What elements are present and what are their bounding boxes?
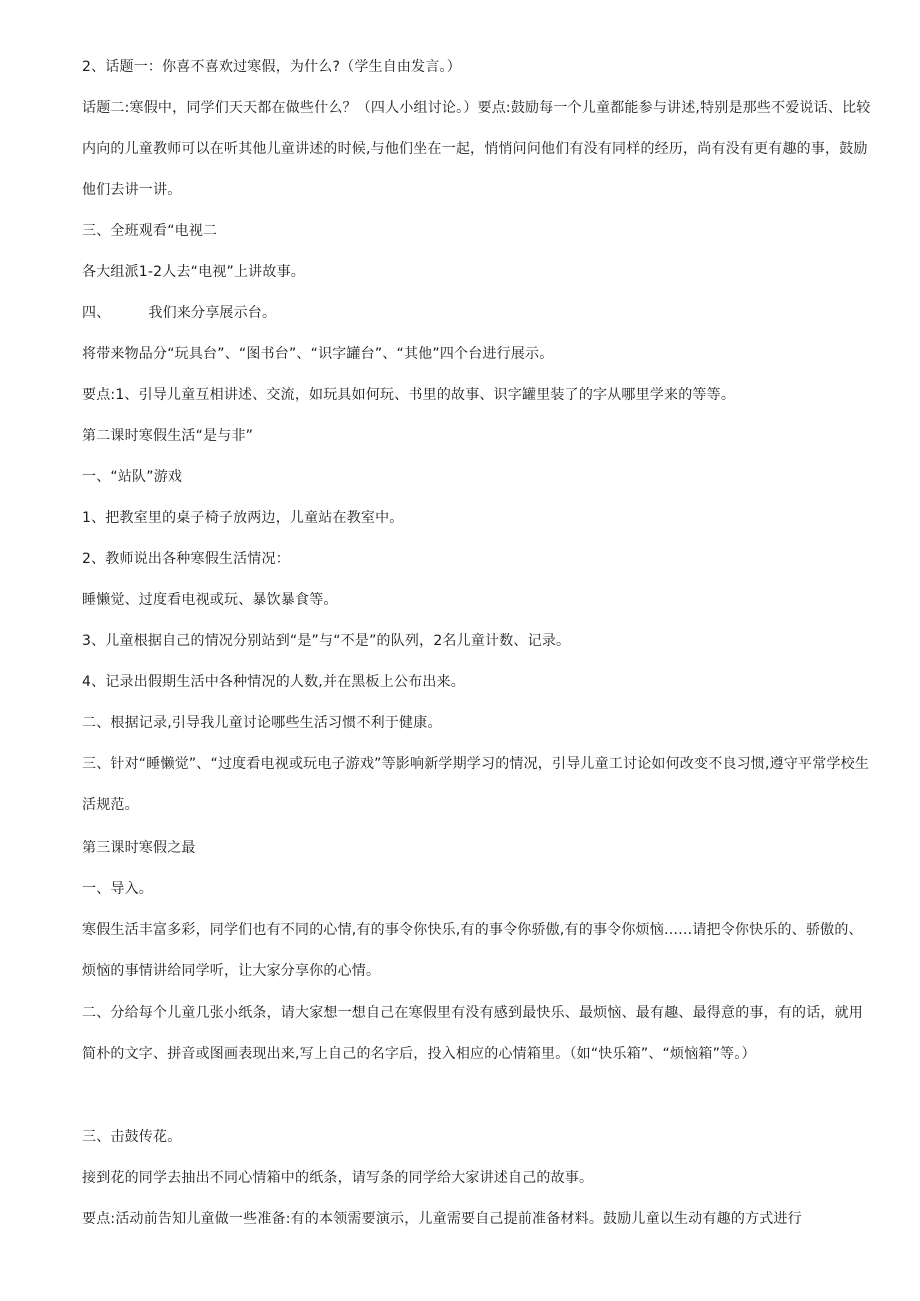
paragraph-text: 话题二:寒假中，同学们天天都在做些什么？（四人小组讨论。）要点:鼓励每一个儿童都能参与讲述,特别是那些不爱说话、比较内向的儿童教师可以在听其他儿童讲述的时候,与他们坐在一起，悄悄问问他们有没有同样的经历，尚有没有更有趣的事，鼓励他们去讲一讲。 [82, 100, 871, 198]
paragraph-text: 二、根据记录,引导我儿童讨论哪些生活习惯不利于健康。 [82, 715, 442, 731]
paragraph-situations [82, 580, 872, 621]
paragraph-topic-one [82, 47, 872, 88]
paragraph-groups-tell [82, 252, 872, 293]
paragraph-step-3 [82, 621, 872, 662]
paragraph-paper-slips [82, 993, 872, 1075]
paragraph-text: 2、话题一：你喜不喜欢过寒假，为什么?（学生自由发言。） [82, 59, 461, 75]
paragraph-change-habits [82, 744, 872, 826]
paragraph-topic-two [82, 88, 872, 211]
paragraph-draw-slips [82, 1158, 872, 1199]
heading-pass-flower [82, 1117, 872, 1158]
paragraph-text: 4、记录出假期生活中各种情况的人数,并在黑板上公布出来。 [82, 674, 465, 690]
paragraph-discuss-habits [82, 703, 872, 744]
paragraph-text: 睡懒觉、过度看电视或玩、暴饮暴食等。 [82, 592, 338, 608]
section-number: 四、 [82, 305, 111, 321]
paragraph-winter-life [82, 910, 872, 992]
paragraph-key-points-1 [82, 375, 872, 416]
paragraph-text: 2、教师说出各种寒假生活情况： [82, 551, 290, 567]
paragraph-text: 1、把教室里的桌子椅子放两边，儿童站在教室中。 [82, 510, 404, 526]
paragraph-step-1 [82, 498, 872, 539]
paragraph-text: 第三课时寒假之最 [82, 840, 196, 856]
paragraph-text: 二、分给每个儿童几张小纸条，请大家想一想自己在寒假里有没有感到最快乐、最烦恼、最有趣、最得意的事，有的话，就用简朴的文字、拼音或图画表现出来,写上自己的名字后，投入相应的心情箱里。（如“快乐箱”、“烦恼箱”等。） [82, 1005, 863, 1062]
heading-introduction [82, 869, 872, 910]
paragraph-text: 寒假生活丰富多彩，同学们也有不同的心情,有的事令你快乐,有的事令你骄傲,有的事令你烦恼……请把令你快乐的、骄傲的、烦恼的事情讲给同学听，让大家分享你的心情。 [82, 922, 863, 979]
paragraph-text: 一、导入。 [82, 881, 153, 897]
paragraph-step-2 [82, 539, 872, 580]
paragraph-text: 将带来物品分“玩具台”、“图书台”、“识字罐台”、“其他”四个台进行展示。 [82, 346, 554, 362]
paragraph-text: 各大组派1-2人去“电视”上讲故事。 [82, 264, 305, 280]
paragraph-text: 要点:1、引导儿童互相讲述、交流，如玩具如何玩、书里的故事、识字罐里装了的字从哪里学来的等等。 [82, 387, 736, 403]
paragraph-text: 要点:活动前告知儿童做一些准备:有的本领需要演示，儿童需要自己提前准备材料。鼓励儿童以生动有趣的方式进行 [82, 1211, 802, 1227]
heading-lesson-two [82, 416, 872, 457]
paragraph-step-4 [82, 662, 872, 703]
paragraph-text: 三、全班观看“电视二 [82, 223, 218, 239]
paragraph-text: 3、儿童根据自己的情况分别站到“是”与“不是”的队列，2名儿童计数、记录。 [82, 633, 571, 649]
paragraph-text: 一、“站队”游戏 [82, 469, 183, 485]
paragraph-text: 接到花的同学去抽出不同心情箱中的纸条，请写条的同学给大家讲述自己的故事。 [82, 1170, 594, 1186]
paragraph-key-points-2 [82, 1199, 872, 1240]
heading-watch-tv [82, 211, 872, 252]
heading-line-up-game [82, 457, 872, 498]
section-title: 我们来分享展示台。 [148, 305, 277, 321]
paragraph-text: 三、击鼓传花。 [82, 1129, 182, 1145]
paragraph-display-tables [82, 334, 872, 375]
paragraph-text: 第二课时寒假生活“是与非” [82, 428, 254, 444]
paragraph-text: 三、针对“睡懒觉”、“过度看电视或玩电子游戏”等影响新学期学习的情况，引导儿童工讨论如何改变不良习惯,遵守平常学校生活规范。 [82, 756, 870, 813]
heading-lesson-three [82, 828, 872, 869]
heading-share-stage [82, 293, 872, 334]
